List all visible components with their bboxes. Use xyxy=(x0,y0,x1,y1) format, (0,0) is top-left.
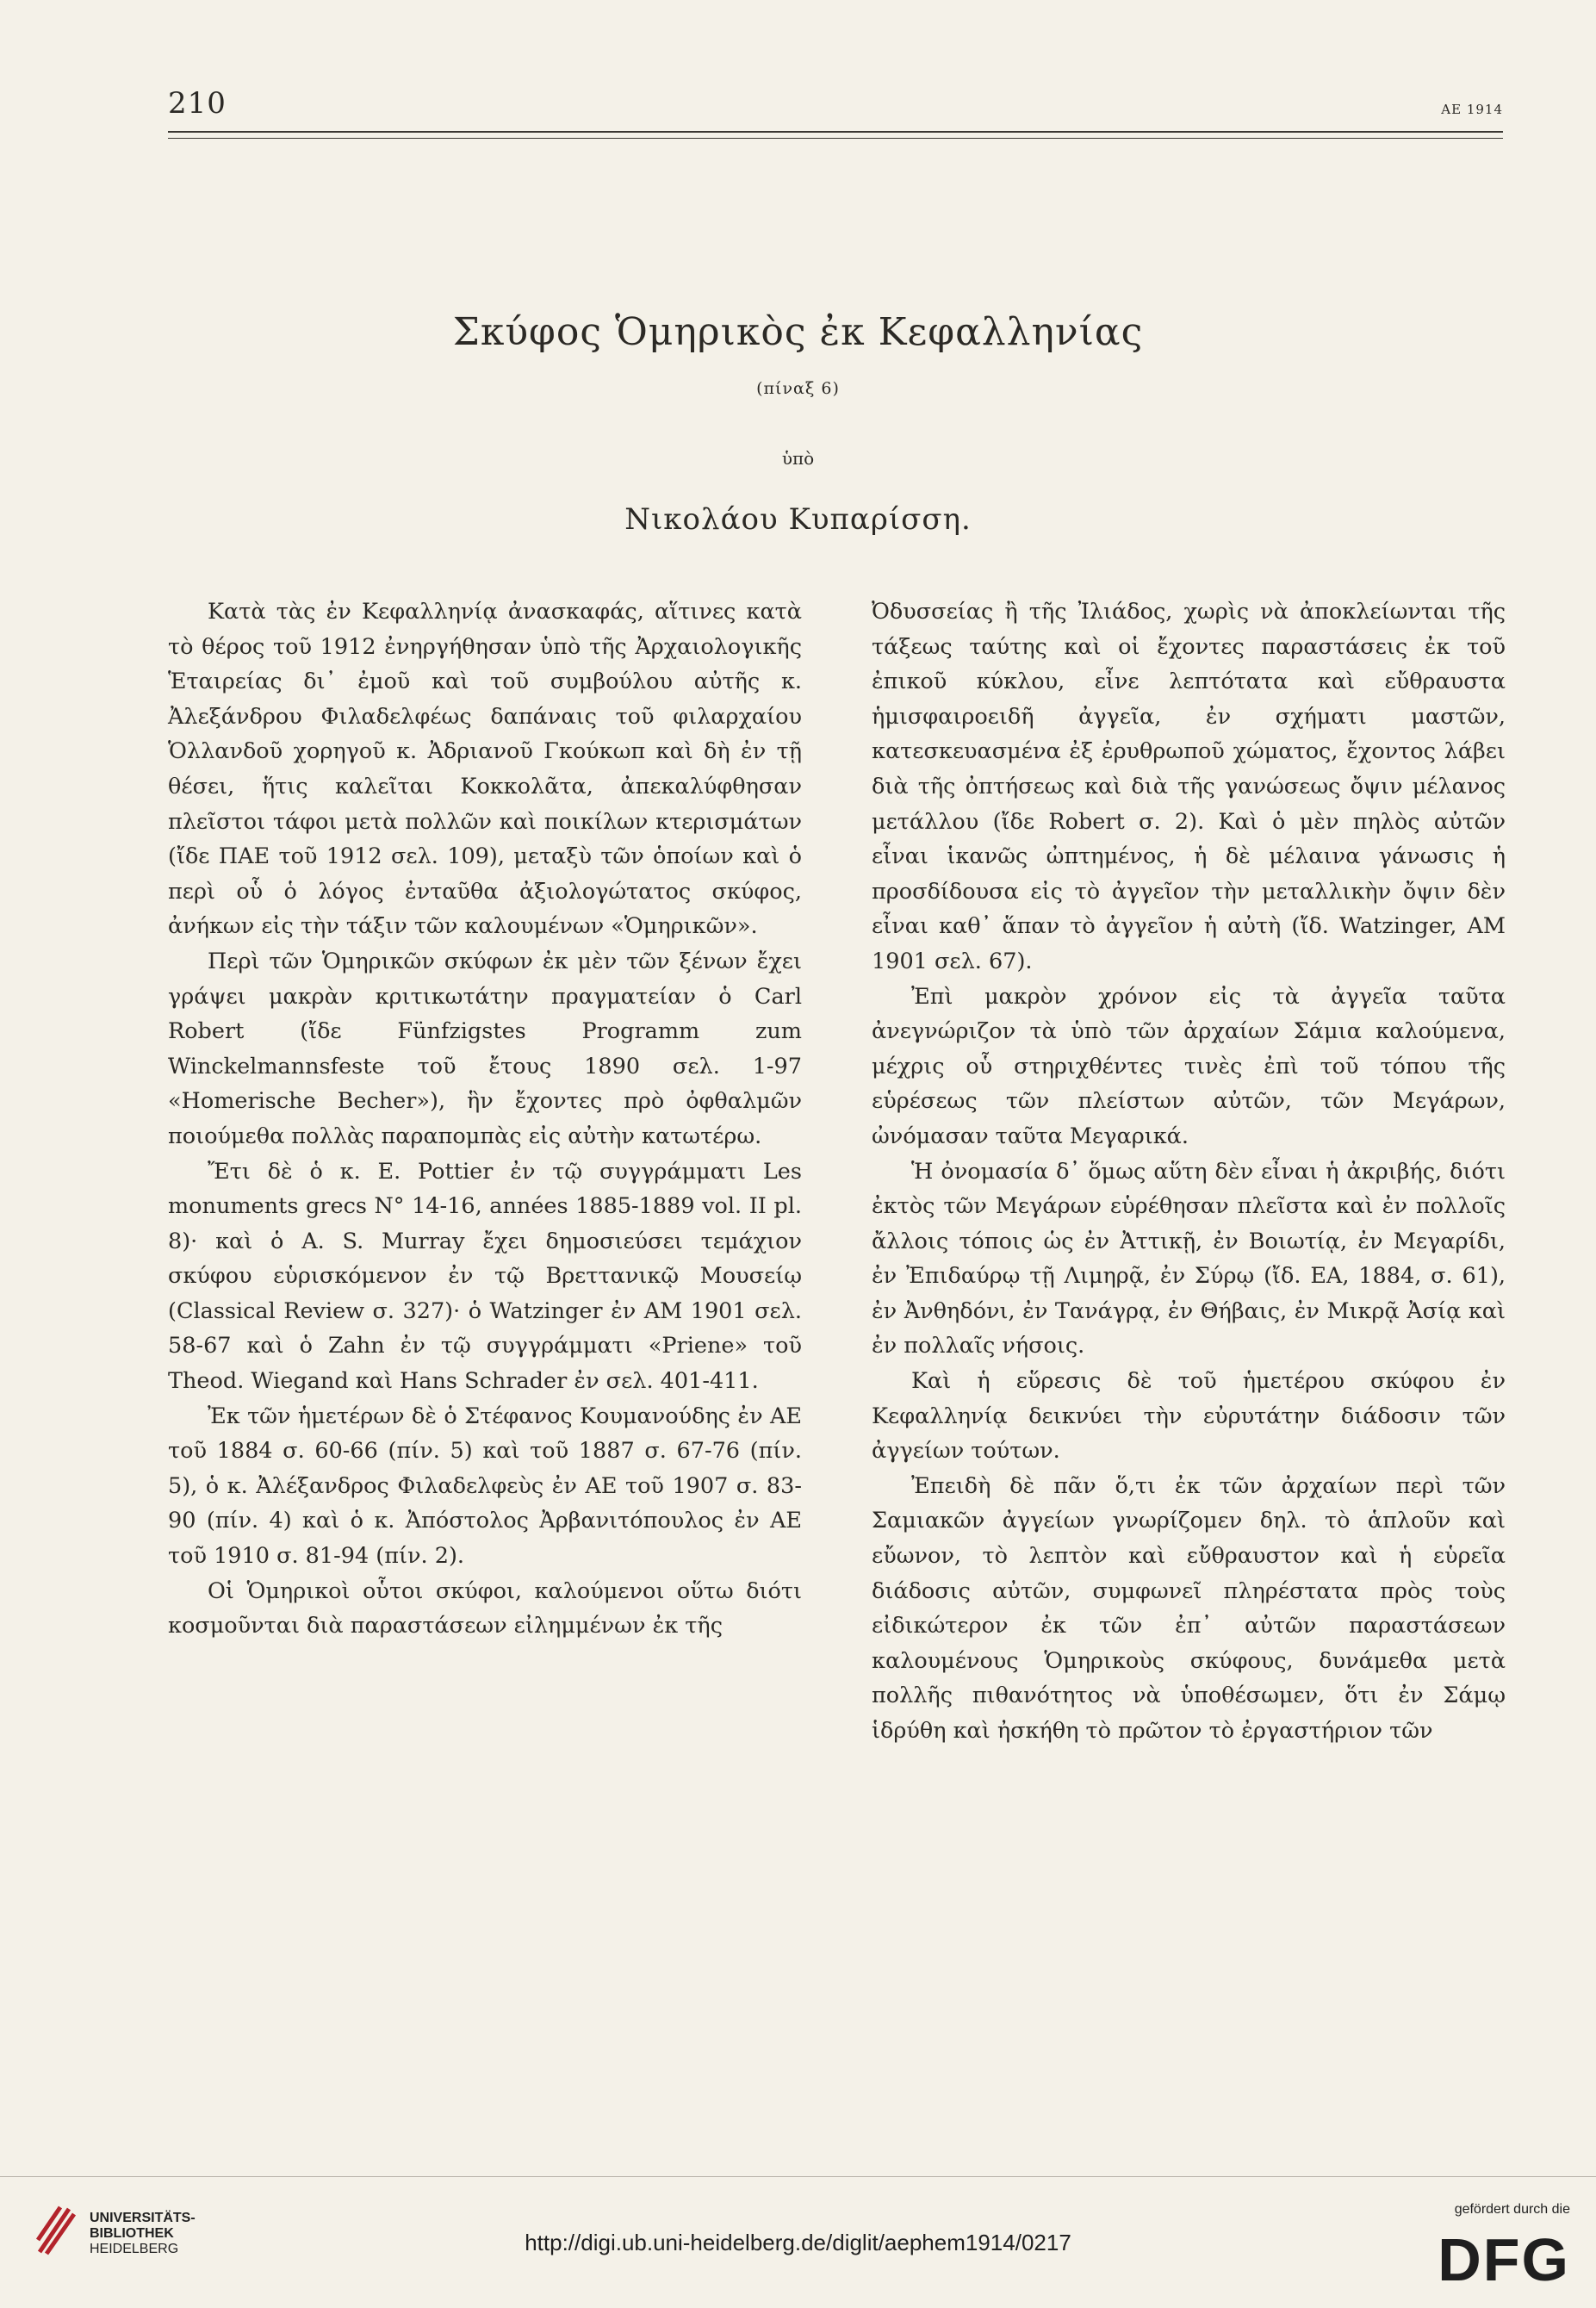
footer-divider xyxy=(0,2176,1596,2177)
left-column xyxy=(168,594,802,1644)
paragraph: Ἐπὶ μακρὸν χρόνον εἰς τὰ ἀγγεῖα ταῦτα ἀνεγνώριζον τὰ ὑπὸ τῶν ἀρχαίων Σάμια καλούμενα, μέχρις οὗ στηριχθέντες τινὲς ἐπὶ τοῦ τόπου τῆς εὑρέσεως τῶν πλείστων αὐτῶν, τῶν Μεγάρων, ὠνόμασαν ταῦτα Μεγαρικά. xyxy=(872,983,1506,1149)
paragraph: Κατὰ τὰς ἐν Κεφαλληνίᾳ ἀνασκαφάς, αἵτινες κατὰ τὸ θέρος τοῦ 1912 ἐνηργήθησαν ὑπὸ τῆς Ἀρχαιολογικῆς Ἑταιρείας δι᾽ ἐμοῦ καὶ τοῦ συμβούλου αὐτῆς κ. Ἀλεξάνδρου Φιλαδελφέως δαπάναις τοῦ φιλαρχαίου Ὁλλανδοῦ χορηγοῦ κ. Ἀδριανοῦ Γκούκωπ καὶ δὴ ἐν τῇ θέσει, ἥτις καλεῖται Κοκκολᾶτα, ἀπεκαλύφθησαν πλεῖστοι τάφοι μετὰ πολλῶν καὶ ποικίλων κτερισμάτων (ἴδε ΠΑΕ τοῦ 1912 σελ. 109), μεταξὺ τῶν ὁποίων καὶ ὁ περὶ οὗ ὁ λόγος ἐνταῦθα ἀξιολογώτατος σκύφος, ἀνήκων εἰς τὴν τάξιν τῶν καλουμένων «Ὁμηρικῶν». xyxy=(168,599,802,940)
page-number: 210 xyxy=(168,86,227,121)
by-line: ὑπὸ xyxy=(781,448,815,469)
source-url-link[interactable]: http://digi.ub.uni-heidelberg.de/diglit/aephem1914/0217 xyxy=(525,2230,1071,2255)
running-head: ΑΕ 1914 xyxy=(1441,102,1503,117)
paragraph: Ἔτι δὲ ὁ κ. E. Pottier ἐν τῷ συγγράμματι Les monuments grecs N° 14-16, années 1885-1889 vol. II pl. 8)· καὶ ὁ A. S. Murray ἔχει δημοσιεύσει τεμάχιον σκύφου εὑρισκόμενον ἐν τῷ Βρεττανικῷ Μουσείῳ (Classical Review σ. 327)· ὁ Watzinger ἐν AM 1901 σελ. 58-67 καὶ ὁ Zahn ἐν τῷ συγγράμματι «Priene» τοῦ Theod. Wiegand καὶ Hans Schrader ἐν σελ. 401-411. xyxy=(168,1158,802,1395)
paragraph: Καὶ ἡ εὕρεσις δὲ τοῦ ἡμετέρου σκύφου ἐν Κεφαλληνίᾳ δεικνύει τὴν εὐρυτάτην διάδοσιν τῶν ἀγγείων τούτων. xyxy=(872,1368,1506,1465)
paragraph: Ἐπειδὴ δὲ πᾶν ὅ,τι ἐκ τῶν ἀρχαίων περὶ τῶν Σαμιακῶν ἀγγείων γνωρίζομεν δηλ. τὸ ἁπλοῦν καὶ εὔωνον, τὸ λεπτὸν καὶ εὔθραυστον καὶ ἡ εὑρεῖα διάδοσις αὐτῶν, συμφωνεῖ πληρέστατα πρὸς τοὺς εἰδικώτερον ἐκ τῶν ἐπ᾽ αὐτῶν παραστάσεων καλουμένους Ὁμηρικοὺς σκύφους, δυνάμεθα μετὰ πολλῆς πιθανότητος νὰ ὑποθέσωμεν, ὅτι ἐν Σάμῳ ἱδρύθη καὶ ἠσκήθη τὸ πρῶτον τὸ ἐργαστήριον τῶν xyxy=(872,1472,1506,1744)
right-column xyxy=(872,594,1506,1749)
header-rule-thin xyxy=(168,138,1503,139)
paragraph: Οἱ Ὁμηρικοὶ οὗτοι σκύφοι, καλούμενοι οὕτω διότι κοσμοῦνται διὰ παραστάσεων εἰλημμένων ἐκ τῆς xyxy=(168,1577,802,1639)
paragraph: Ἡ ὀνομασία δ᾽ ὅμως αὕτη δὲν εἶναι ἡ ἀκριβής, διότι ἐκτὸς τῶν Μεγάρων εὑρέθησαν πλεῖστα καὶ ἐν πολλοῖς ἄλλοις τόποις ὡς ἐν Ἀττικῇ, ἐν Βοιωτίᾳ, ἐν Μεγαρίδι, ἐν Ἐπιδαύρῳ τῇ Λιμηρᾷ, ἐν Σύρῳ (ἴδ. ΕΑ, 1884, σ. 61), ἐν Ἀνθηδόνι, ἐν Τανάγρᾳ, ἐν Θήβαις, ἐν Μικρᾷ Ἀσίᾳ καὶ ἐν πολλαῖς νήσοις. xyxy=(872,1158,1506,1359)
library-name-line: BIBLIOTHEK xyxy=(90,2226,174,2241)
paragraph: Περὶ τῶν Ὁμηρικῶν σκύφων ἐκ μὲν τῶν ξένων ἔχει γράψει μακρὰν κριτικωτάτην πραγματείαν ὁ Carl Robert (ἴδε Fünfzigstes Programm zum Winckelmannsfeste τοῦ ἔτους 1890 σελ. 1-97 «Homerische Becher»), ἣν ἔχοντες πρὸ ὀφθαλμῶν ποιούμεθα πολλὰς παραπομπὰς εἰς αὐτὴν κατωτέρω. xyxy=(168,948,802,1149)
header-rule xyxy=(168,131,1503,133)
paragraph: Ἐκ τῶν ἡμετέρων δὲ ὁ Στέφανος Κουμανούδης ἐν ΑΕ τοῦ 1884 σ. 60-66 (πίν. 5) καὶ τοῦ 1887 σ. 67-76 (πίν. 5), ὁ κ. Ἀλέξανδρος Φιλαδελφεὺς ἐν ΑΕ τοῦ 1907 σ. 83-90 (πίν. 4) καὶ ὁ κ. Ἀπόστολος Ἀρβανιτόπουλος ἐν ΑΕ τοῦ 1910 σ. 81-94 (πίν. 2). xyxy=(168,1403,802,1570)
paragraph: Ὀδυσσείας ἢ τῆς Ἰλιάδος, χωρὶς νὰ ἀποκλείωνται τῆς τάξεως ταύτης καὶ οἱ ἔχοντες παραστάσεις ἐκ τοῦ ἐπικοῦ κύκλου, εἶνε λεπτότατα καὶ εὔθραυστα ἡμισφαιροειδῆ ἀγγεῖα, ἐν σχήματι μαστῶν, κατεσκευασμένα ἐξ ἐρυθρωποῦ χώματος, ἔχοντος λάβει διὰ τῆς ὀπτήσεως καὶ διὰ τῆς γανώσεως ὄψιν μέλανος μετάλλου (ἴδε Robert σ. 2). Καὶ ὁ μὲν πηλὸς αὐτῶν εἶναι ἱκανῶς ὠπτημένος, ἡ δὲ μέλαινα γάνωσις ἡ προσδίδουσα εἰς τὸ ἀγγεῖον τὴν μεταλλικὴν ὄψιν δὲν εἶναι καθ᾽ ἅπαν τὸ ἀγγεῖον ἡ αὐτὴ (ἴδ. Watzinger, AM 1901 σελ. 67). xyxy=(872,599,1506,974)
library-name-line: UNIVERSITÄTS- xyxy=(90,2211,196,2225)
dfg-logo: DFG xyxy=(1438,2226,1570,2293)
library-name-line: HEIDELBERG xyxy=(90,2242,179,2256)
funding-note: gefördert durch die xyxy=(1454,2202,1570,2217)
article-title: Σκύφος Ὁμηρικὸς ἐκ Κεφαλληνίας xyxy=(452,310,1144,354)
author-name: Νικολάου Κυπαρίσση. xyxy=(624,502,972,537)
plate-note: (πίναξ 6) xyxy=(756,379,840,398)
